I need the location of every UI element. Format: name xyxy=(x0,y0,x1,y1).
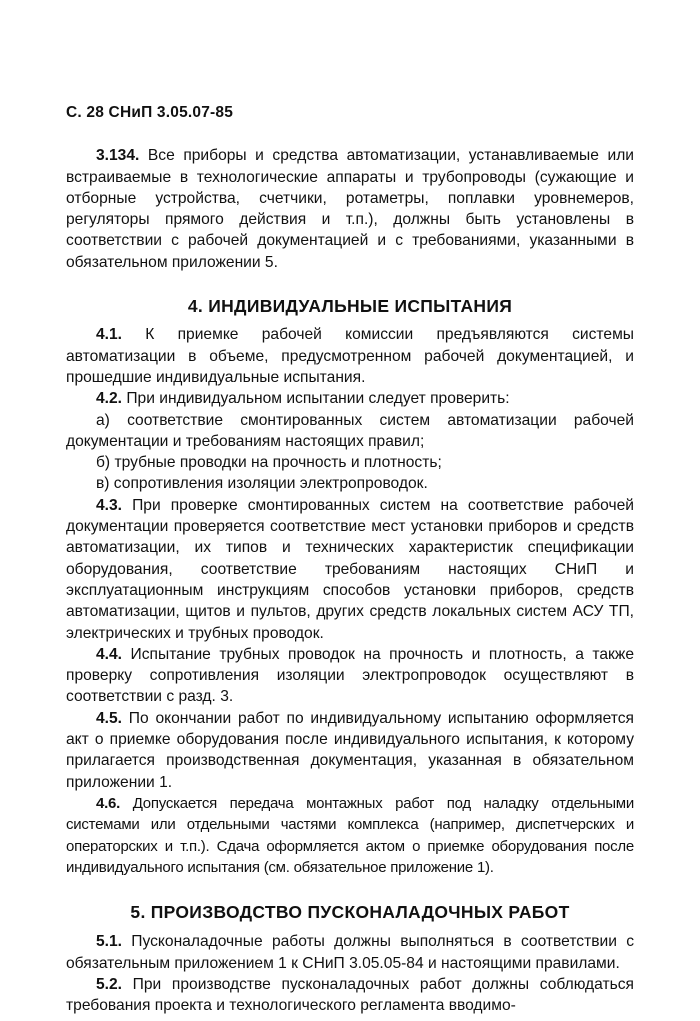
list-item-c: в) сопротивления изоляции электропроводок. xyxy=(96,475,428,493)
paragraph-4-5 xyxy=(66,708,634,793)
paragraph-4-1 xyxy=(66,324,634,388)
paragraph-5-1 xyxy=(66,931,634,974)
paragraph-number: 4.4. xyxy=(96,645,123,663)
paragraph-number: 4.5. xyxy=(96,709,123,727)
paragraph-text: Допускается передача монтажных работ под наладку отдельными системами или отдельными частями комплекса (например, диспетчерских и операторских и т.п.). Сдача оформляется актом о приемке оборудования после индивидуального испытания (см. обязательное приложение 1). xyxy=(66,794,634,876)
list-item-b: б) трубные проводки на прочность и плотность; xyxy=(96,454,442,472)
paragraph-number: 5.1. xyxy=(96,933,123,951)
section-4-title: 4. ИНДИВИДУАЛЬНЫЕ ИСПЫТАНИЯ xyxy=(187,296,513,317)
paragraph-5-2 xyxy=(66,974,634,1017)
paragraph-number: 4.1. xyxy=(96,326,123,344)
paragraph-4-6 xyxy=(66,793,634,878)
page-header: С. 28 СНиП 3.05.07-85 xyxy=(66,104,234,121)
paragraph-number: 4.6. xyxy=(96,794,121,812)
list-item-a: а) соответствие смонтированных систем автоматизации рабочей документации и требованиям настоящих правил; xyxy=(66,411,634,450)
paragraph-text: При производстве пусконаладочных работ должны соблюдаться требования проекта и технологического регламента вводимо- xyxy=(66,975,634,1015)
paragraph-text: К приемке рабочей комиссии предъявляются системы автоматизации в объеме, предусмотренном рабочей документацией, и прошедшие индивидуальные испытания. xyxy=(66,326,634,386)
paragraph-text: При проверке смонтированных систем на соответствие рабочей документации проверяется соответствие мест установки приборов и средств автоматизации, их типов и технических характеристик спецификации оборудования, соответствие требованиям настоящих СНиП и эксплуатационным инструкциям способов установки приборов, средств автоматизации, щитов и пультов, других средств локальных систем АСУ ТП, электрических и трубных проводок. xyxy=(66,496,634,642)
paragraph-number: 4.2. xyxy=(96,390,123,408)
paragraph-text: Испытание трубных проводок на прочность и плотность, а также проверку сопротивления изоляции электропроводок осуществляют в соответствии с разд. 3. xyxy=(66,645,634,706)
paragraph-number: 3.134. xyxy=(96,147,140,165)
paragraph-number: 4.3. xyxy=(96,496,123,514)
paragraph-4-4 xyxy=(66,644,634,708)
paragraph-text: При индивидуальном испытании следует проверить: xyxy=(122,390,510,408)
paragraph-4-3 xyxy=(66,495,634,644)
paragraph-number: 5.2. xyxy=(96,975,123,993)
document-page xyxy=(66,102,634,1017)
paragraph-3-134 xyxy=(66,145,634,273)
section-5-title: 5. ПРОИЗВОДСТВО ПУСКОНАЛАДОЧНЫХ РАБОТ xyxy=(130,902,570,923)
paragraph-text: По окончании работ по индивидуальному испытанию оформляется акт о приемке оборудования после индивидуального испытания, к которому прилагается производственная документация, указанная в обязательном приложении 1. xyxy=(66,709,634,791)
paragraph-text: Пусконаладочные работы должны выполняться в соответствии с обязательным приложением 1 к СНиП 3.05.05-84 и настоящими правилами. xyxy=(66,933,634,972)
paragraph-4-2 xyxy=(66,388,634,409)
paragraph-text: Все приборы и средства автоматизации, устанавливаемые или встраиваемые в технологические аппараты и трубопроводы (сужающие и отборные устройства, счетчики, ротаметры, поплавки уровнемеров, регуляторы прямого действия и т.п.), должны быть установлены в соответствии с рабочей документацией и с требованиями, указанными в обязательном приложении 5. xyxy=(66,147,634,271)
